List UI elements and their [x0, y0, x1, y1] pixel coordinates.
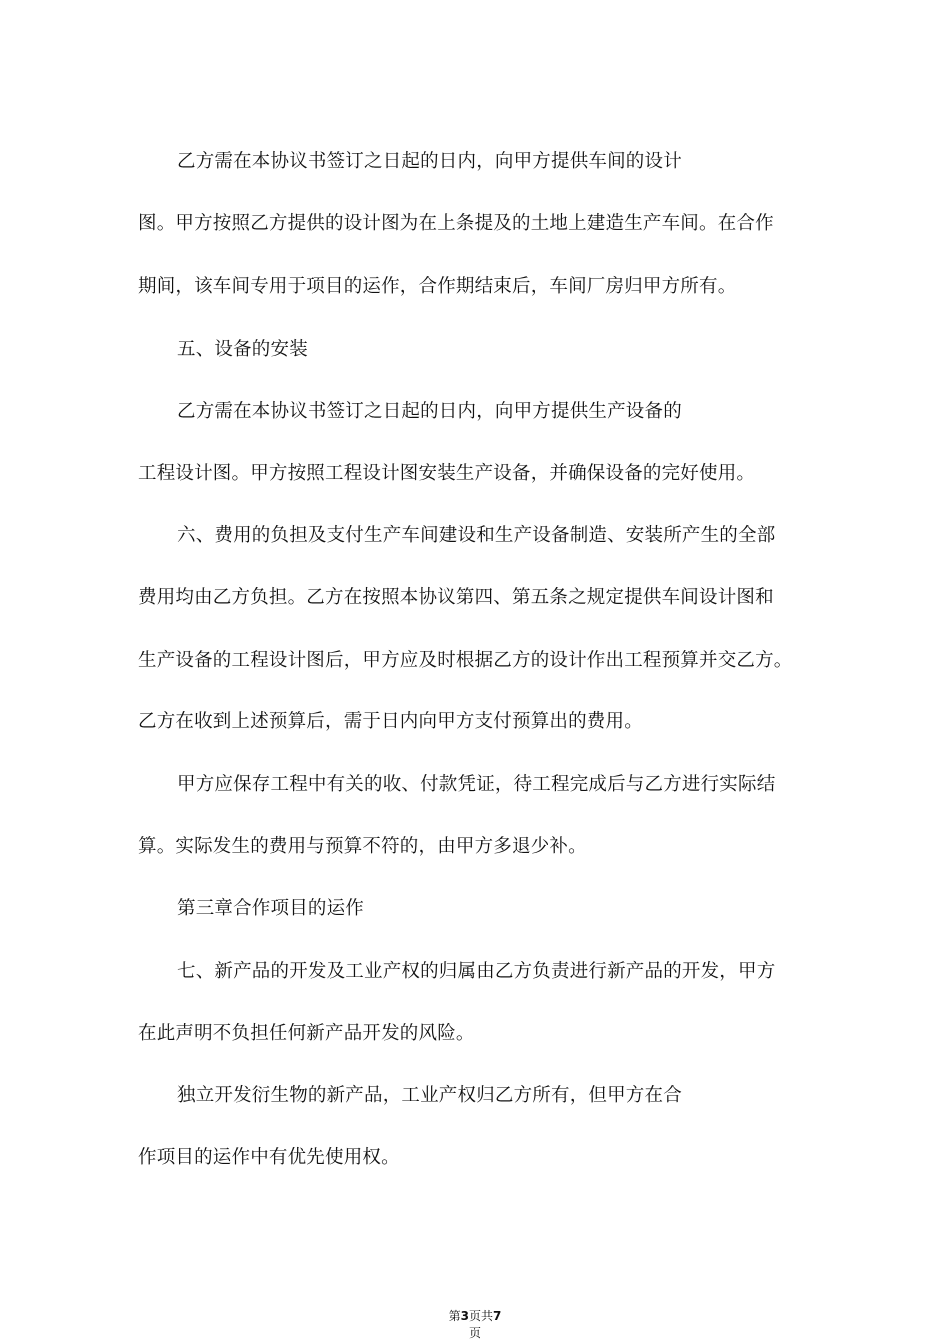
text-line-9: 生产设备的工程设计图后，甲方应及时根据乙方的设计作出工程预算并交乙方。 — [138, 650, 793, 671]
chapter-heading-3: 第三章合作项目的运作 — [177, 898, 365, 919]
text-line-3: 期间，该车间专用于项目的运作，合作期结束后，车间厂房归甲方所有。 — [138, 276, 737, 297]
text-line-2: 图。甲方按照乙方提供的设计图为在上条提及的土地上建造生产车间。在合作 — [138, 213, 774, 234]
footer-total-pages: 7 — [493, 1309, 502, 1323]
text-line-12: 算。实际发生的费用与预算不符的，由甲方多退少补。 — [138, 836, 587, 857]
text-line-15: 在此声明不负担任何新产品开发的风险。 — [138, 1023, 475, 1044]
text-line-11: 甲方应保存工程中有关的收、付款凭证，待工程完成后与乙方进行实际结 — [177, 774, 776, 795]
text-line-8: 费用均由乙方负担。乙方在按照本协议第四、第五条之规定提供车间设计图和 — [138, 587, 774, 608]
page-footer-suffix — [0, 1326, 950, 1341]
section-heading-5: 五、设备的安装 — [177, 339, 308, 360]
page-footer — [0, 1309, 950, 1324]
footer-prefix: 第 — [448, 1309, 461, 1323]
text-line-6: 工程设计图。甲方按照工程设计图安装生产设备，并确保设备的完好使用。 — [138, 463, 756, 484]
text-line-17: 作项目的运作中有优先使用权。 — [138, 1147, 400, 1168]
section-heading-6: 六、费用的负担及支付生产车间建设和生产设备制造、安装所产生的全部 — [177, 525, 776, 546]
footer-page-number: 3 — [460, 1309, 469, 1323]
footer-suffix: 页 — [468, 1326, 481, 1340]
text-line-5: 乙方需在本协议书签订之日起的日内，向甲方提供生产设备的 — [177, 401, 682, 422]
footer-middle: 页共 — [469, 1309, 494, 1323]
section-heading-7: 七、新产品的开发及工业产权的归属由乙方负责进行新产品的开发，甲方 — [177, 961, 776, 982]
text-line-1: 乙方需在本协议书签订之日起的日内，向甲方提供车间的设计 — [177, 151, 682, 172]
text-line-16: 独立开发衍生物的新产品，工业产权归乙方所有，但甲方在合 — [177, 1085, 682, 1106]
text-line-10: 乙方在收到上述预算后，需于日内向甲方支付预算出的费用。 — [138, 711, 643, 732]
